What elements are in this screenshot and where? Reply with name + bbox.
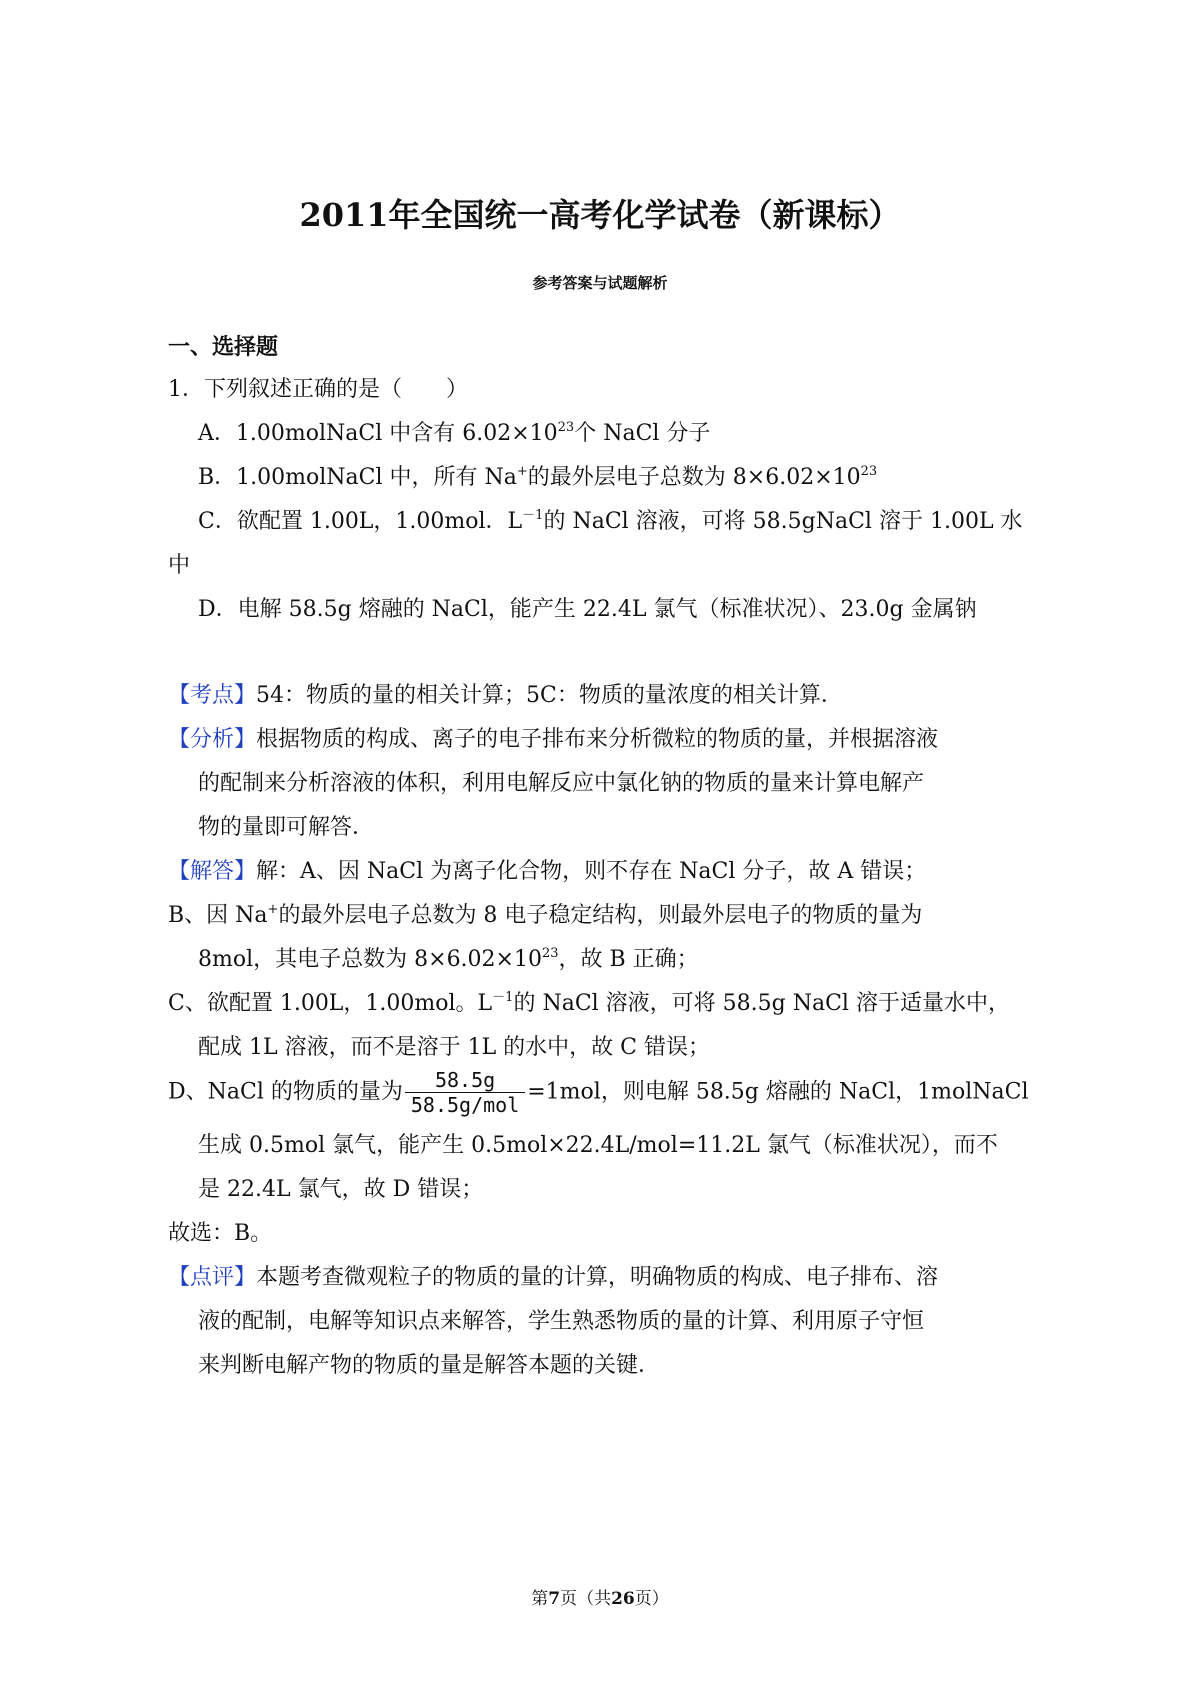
jieda-line-b2 xyxy=(198,944,699,976)
dianping-tag: 【点评】 xyxy=(168,1265,257,1290)
jieda-line-a xyxy=(168,856,926,888)
jieda-b2-sup: 23 xyxy=(541,946,559,961)
jieda-line-b1 xyxy=(168,900,922,932)
jieda-text-a: 解：A、因 NaCl 为离子化合物，则不存在 NaCl 分子，故 A 错误； xyxy=(256,859,927,884)
jieda-line-c2: 配成 1L 溶液，而不是溶于 1L 的水中，故 C 错误； xyxy=(198,1035,711,1060)
kaodian-tag: 【考点】 xyxy=(168,683,257,708)
jieda-tag: 【解答】 xyxy=(168,859,257,884)
option-b-sup-2: 23 xyxy=(860,464,878,479)
option-a xyxy=(198,418,710,450)
kaodian-block xyxy=(168,680,843,712)
jieda-line-d1 xyxy=(168,1068,1028,1117)
fenxi-line-1 xyxy=(168,724,938,756)
dianping-line-1 xyxy=(168,1262,938,1294)
fraction-numerator: 58.5g xyxy=(405,1068,525,1093)
jieda-b1-text-1: B、因 Na xyxy=(168,903,268,928)
jieda-c1-sup: －1 xyxy=(492,990,514,1005)
jieda-line-d2: 生成 0.5mol 氯气，能产生 0.5mol×22.4L/mol=11.2L 氯气（标准状况），而不 xyxy=(198,1133,998,1158)
footer-middle: 页（共 xyxy=(560,1589,612,1609)
option-a-text-2: 个 NaCl 分子 xyxy=(574,421,711,446)
option-b-sup-1: + xyxy=(516,464,528,479)
kaodian-text: 54：物质的量的相关计算；5C：物质的量浓度的相关计算． xyxy=(256,683,843,708)
jieda-choice: 故选：B。 xyxy=(168,1221,273,1246)
option-c xyxy=(198,506,1023,538)
option-b-text-2: 的最外层电子总数为 8×6.02×10 xyxy=(527,465,861,490)
option-d: D．电解 58.5g 熔融的 NaCl，能产生 22.4L 氯气（标准状况）、23.0g 金属钠 xyxy=(198,597,977,622)
jieda-b2-text-2: ，故 B 正确； xyxy=(558,947,699,972)
dianping-line-2: 液的配制，电解等知识点来解答，学生熟悉物质的量的计算、利用原子守恒 xyxy=(198,1309,925,1334)
fenxi-line-2: 的配制来分析溶液的体积，利用电解反应中氯化钠的物质的量来计算电解产 xyxy=(198,771,925,796)
jieda-b1-text-2: 的最外层电子总数为 8 电子稳定结构，则最外层电子的物质的量为 xyxy=(278,903,923,928)
question-stem: 1．下列叙述正确的是（ ） xyxy=(168,377,468,402)
page-title: 2011年全国统一高考化学试卷（新课标） xyxy=(299,196,901,234)
dianping-line-3: 来判断电解产物的物质的量是解答本题的关键． xyxy=(198,1353,661,1378)
option-c-continued: 中 xyxy=(168,553,191,578)
jieda-d1-text-2: =1mol，则电解 58.5g 熔融的 NaCl，1molNaCl xyxy=(527,1079,1029,1105)
page-subtitle: 参考答案与试题解析 xyxy=(532,274,668,292)
jieda-b2-text-1: 8mol，其电子总数为 8×6.02×10 xyxy=(198,947,542,972)
jieda-line-c1 xyxy=(168,988,1010,1020)
footer-page-number: 7 xyxy=(548,1589,561,1609)
footer-total-pages: 26 xyxy=(611,1589,635,1609)
option-a-sup: 23 xyxy=(557,420,575,435)
option-b xyxy=(198,462,877,494)
fenxi-text-1: 根据物质的构成、离子的电子排布来分析微粒的物质的量，并根据溶液 xyxy=(256,727,939,752)
jieda-c1-text-2: 的 NaCl 溶液，可将 58.5g NaCl 溶于适量水中， xyxy=(513,991,1010,1016)
jieda-line-d3: 是 22.4L 氯气，故 D 错误； xyxy=(198,1177,484,1202)
footer-prefix: 第 xyxy=(531,1589,549,1609)
option-b-text-1: B．1.00molNaCl 中，所有 Na xyxy=(198,465,517,490)
page-footer xyxy=(0,1584,1200,1609)
option-c-sup: －1 xyxy=(522,508,544,523)
jieda-d1-text-1: D、NaCl 的物质的量为 xyxy=(168,1079,403,1105)
option-c-text-1: C．欲配置 1.00L，1.00mol．L xyxy=(198,509,523,534)
option-c-text-2: 的 NaCl 溶液，可将 58.5gNaCl 溶于 1.00L 水 xyxy=(543,509,1023,534)
footer-suffix: 页） xyxy=(634,1589,669,1609)
option-a-text-1: A．1.00molNaCl 中含有 6.02×10 xyxy=(198,421,558,446)
fenxi-line-3: 物的量即可解答． xyxy=(198,815,375,840)
section-heading: 一、选择题 xyxy=(168,334,279,360)
mole-fraction xyxy=(405,1068,525,1117)
fraction-denominator: 58.5g/mol xyxy=(410,1093,520,1117)
jieda-c1-text-1: C、欲配置 1.00L，1.00mol。L xyxy=(168,991,493,1016)
jieda-b1-sup: + xyxy=(267,902,279,917)
dianping-text-1: 本题考查微观粒子的物质的量的计算，明确物质的构成、电子排布、溶 xyxy=(256,1265,939,1290)
fenxi-tag: 【分析】 xyxy=(168,727,257,752)
